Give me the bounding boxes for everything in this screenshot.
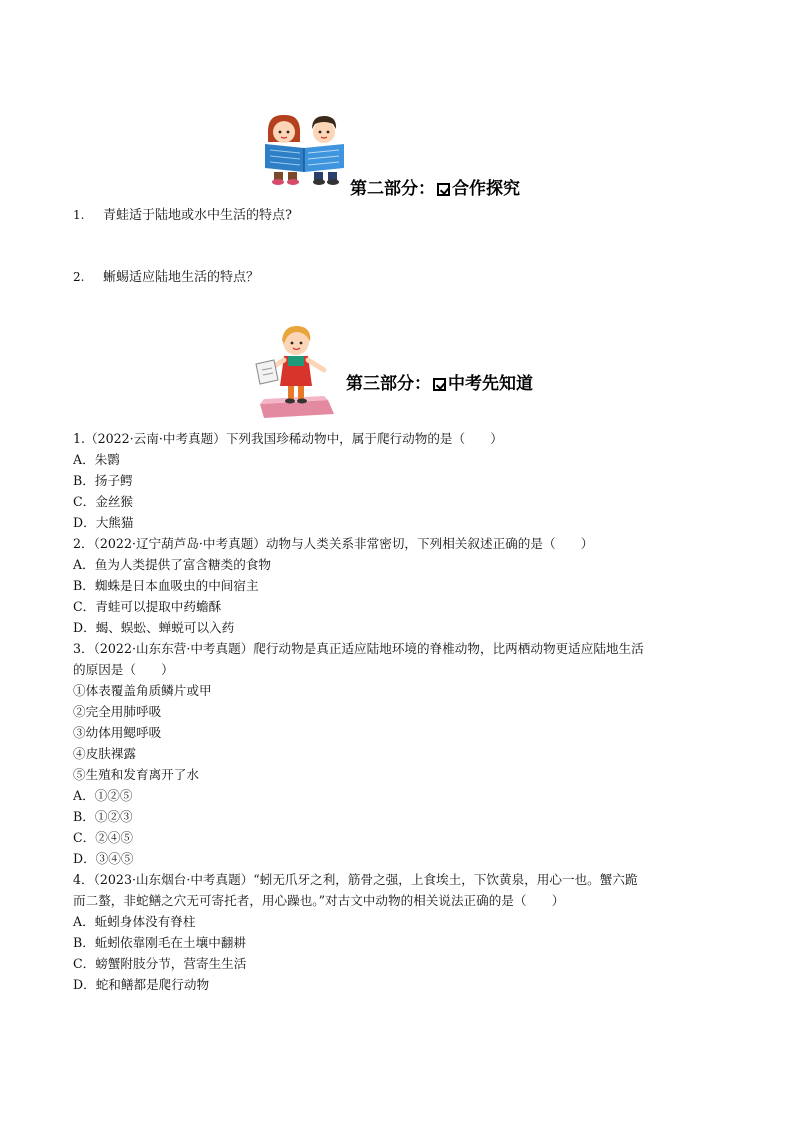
- statement-line: ④皮肤裸露: [73, 746, 136, 761]
- question-line: 3．（2022·山东东营·中考真题）爬行动物是真正适应陆地环境的脊椎动物，比两栖动物更适应陆地生活: [73, 641, 644, 656]
- option-line: C．螃蟹附肢分节，营寄生生活: [73, 956, 247, 971]
- statement-line: ①体表覆盖角质鳞片或甲: [73, 683, 212, 698]
- kids-reading-illustration: [262, 112, 348, 186]
- option-line: C．②④⑤: [73, 830, 134, 845]
- option-line: A．朱鹮: [73, 452, 120, 467]
- part2-heading: 第二部分： 合作探究: [350, 179, 520, 199]
- question-line: 而二螯，非蛇鳝之穴无可寄托者，用心躁也。”对古文中动物的相关说法正确的是（ ）: [73, 893, 565, 908]
- option-line: C．金丝猴: [73, 494, 134, 509]
- option-line: B．①②③: [73, 809, 133, 824]
- option-line: C．青蛙可以提取中药蟾酥: [73, 599, 222, 614]
- option-line: B．蜘蛛是日本血吸虫的中间宿主: [73, 578, 259, 593]
- option-line: D．蛇和鳝都是爬行动物: [73, 977, 210, 992]
- option-line: D．蝎、蜈蚣、蝉蜕可以入药: [73, 620, 235, 635]
- question-line: 1.（2022·云南·中考真题）下列我国珍稀动物中，属于爬行动物的是（ ）: [73, 431, 503, 446]
- checkbox-icon: [433, 378, 446, 391]
- part2-question: 1. 青蛙适于陆地或水中生活的特点?: [73, 208, 292, 223]
- checkbox-icon: [437, 183, 450, 196]
- statement-line: ②完全用肺呼吸: [73, 704, 162, 719]
- option-line: A．①②⑤: [73, 788, 133, 803]
- girl-with-paper-illustration: [254, 322, 338, 422]
- part2-question: 2. 蜥蜴适应陆地生活的特点？: [73, 270, 260, 285]
- option-line: B．蚯蚓依靠刚毛在土壤中翻耕: [73, 935, 246, 950]
- question-line: 4．（2023·山东烟台·中考真题）“蚓无爪牙之利，筋骨之强，上食埃土，下饮黄泉，用心一也。蟹六跪: [73, 872, 638, 887]
- statement-line: ⑤生殖和发育离开了水: [73, 767, 199, 782]
- question-line: 2．（2022·辽宁葫芦岛·中考真题）动物与人类关系非常密切，下列相关叙述正确的是（ ）: [73, 536, 594, 551]
- option-line: A．蚯蚓身体没有脊柱: [73, 914, 196, 929]
- part3-heading: 第三部分： 中考先知道: [346, 374, 533, 394]
- option-line: D．大熊猫: [73, 515, 134, 530]
- statement-line: ③幼体用鳃呼吸: [73, 725, 162, 740]
- option-line: A．鱼为人类提供了富含糖类的食物: [73, 557, 272, 572]
- option-line: B．扬子鳄: [73, 473, 133, 488]
- option-line: D．③④⑤: [73, 851, 134, 866]
- exam-questions: [73, 428, 753, 995]
- question-line: 的原因是（ ）: [73, 662, 174, 677]
